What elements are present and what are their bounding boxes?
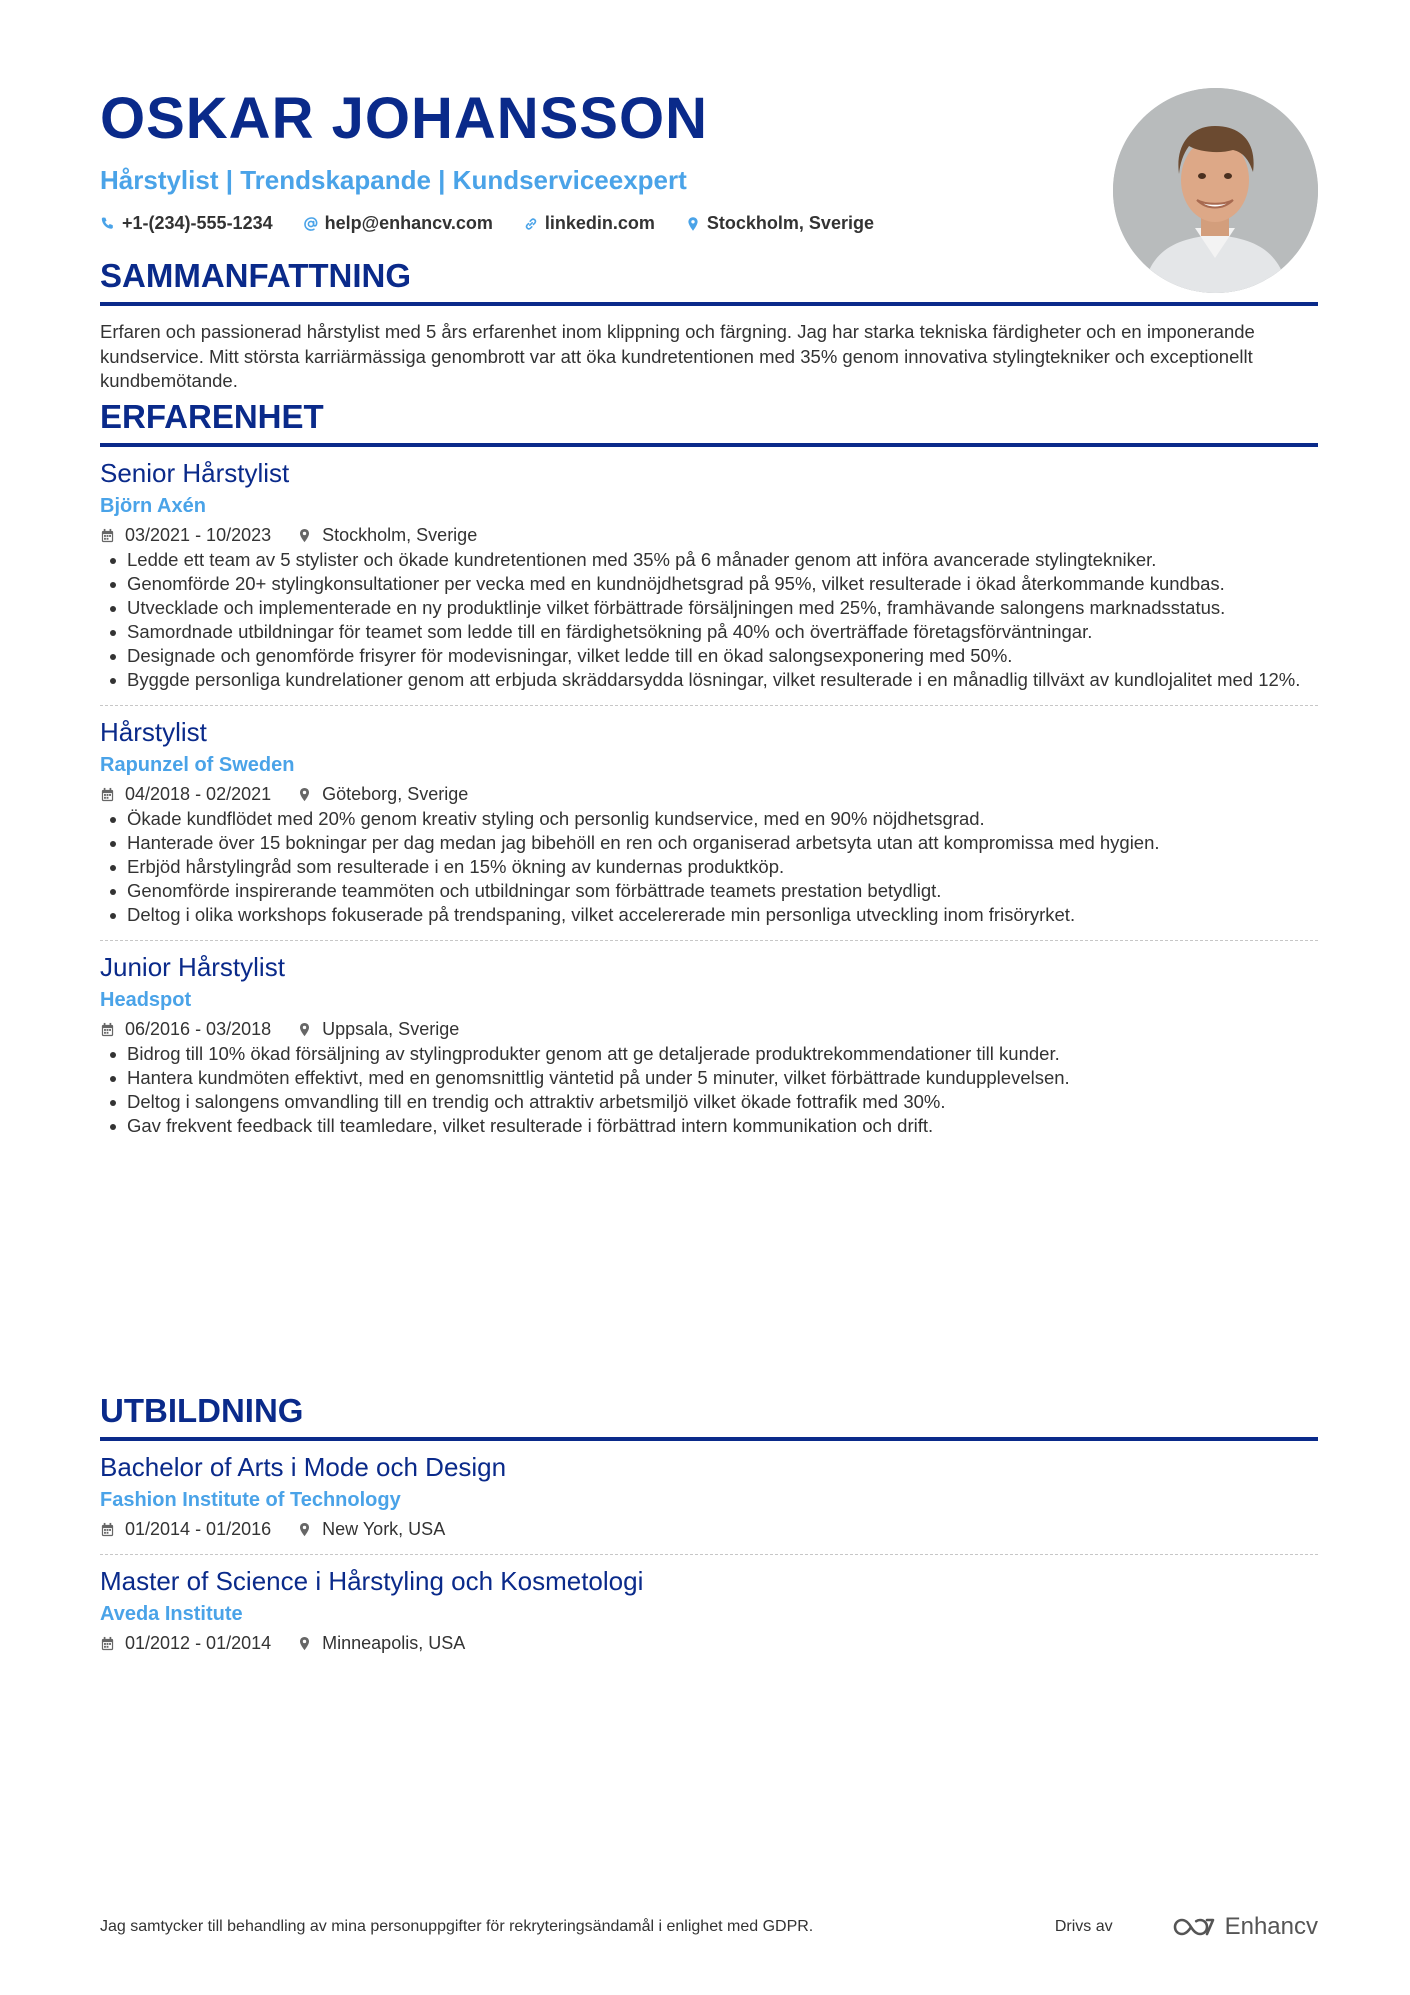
list-item: Genomförde inspirerande teammöten och utbildningar som förbättrade teamets prestation betydligt. [100, 879, 1318, 903]
job-title: Hårstylist [100, 717, 207, 747]
linkedin-text: linkedin.com [544, 213, 655, 233]
list-item: Byggde personliga kundrelationer genom att erbjuda skräddarsydda lösningar, vilket resulterade i en månadlig tillväxt av kundlojalitet med 12%. [100, 668, 1318, 692]
contact-row [100, 213, 1100, 234]
resume-header [100, 86, 1100, 234]
experience-entry [100, 706, 1318, 941]
summary-section [100, 256, 1318, 394]
job-meta [100, 782, 1318, 806]
location-text: Göteborg, Sverige [322, 784, 469, 804]
degree-title: Bachelor of Arts i Mode och Design [100, 1452, 507, 1482]
list-item: Samordnade utbildningar för teamet som ledde till en färdighetsökning på 40% och överträffade företagsförväntningar. [100, 620, 1318, 644]
education-dates [100, 1517, 271, 1541]
summary-heading: SAMMANFATTNING [100, 256, 1318, 306]
experience-heading: ERFARENHET [100, 397, 1318, 447]
location-pin-icon [297, 528, 312, 543]
job-meta [100, 1017, 1318, 1041]
job-title: Senior Hårstylist [100, 458, 290, 488]
list-item: Deltog i salongens omvandling till en trendig och attraktiv arbetsmiljö vilket ökade fottrafik med 30%. [100, 1090, 1318, 1114]
location-text: Uppsala, Sverige [322, 1019, 460, 1039]
calendar-icon [100, 528, 115, 543]
list-item: Bidrog till 10% ökad försäljning av stylingprodukter genom att ge detaljerade produktrekommendationer till kunder. [100, 1042, 1318, 1066]
job-dates [100, 782, 271, 806]
contact-email[interactable] [303, 213, 493, 234]
job-dates [100, 1017, 271, 1041]
school-name: Aveda Institute [100, 1603, 243, 1625]
resume-page [100, 0, 1318, 1995]
education-heading: UTBILDNING [100, 1391, 1318, 1441]
job-title: Junior Hårstylist [100, 952, 285, 982]
job-bullets [100, 807, 1318, 927]
list-item: Hanterade över 15 bokningar per dag medan jag bibehöll en ren och organiserad arbetsyta utan att kompromissa med hygien. [100, 831, 1318, 855]
summary-text: Erfaren och passionerad hårstylist med 5 års erfarenhet inom klippning och färgning. Jag har starka tekniska färdigheter och en imponerande kundservice. Mitt största karriärmässiga genombrott var att öka kundretentionen med 35% genom innovativa stylingtekniker och exceptionellt kundbemötande. [100, 321, 1255, 391]
list-item: Gav frekvent feedback till teamledare, vilket resulterade i förbättrad intern kommunikation och drift. [100, 1114, 1318, 1138]
company-name: Björn Axén [100, 495, 206, 517]
company-name: Headspot [100, 989, 192, 1011]
calendar-icon [100, 1636, 115, 1651]
phone-text: +1-(234)-555-1234 [122, 213, 273, 233]
location-pin-icon [685, 216, 701, 232]
page-footer [100, 1912, 1318, 1942]
dates-text: 01/2014 - 01/2016 [125, 1519, 272, 1539]
location-text: Stockholm, Sverige [322, 525, 478, 545]
gdpr-consent: Jag samtycker till behandling av mina personuppgifter för rekryteringsändamål i enlighet med GDPR. [100, 1918, 814, 1935]
job-bullets [100, 548, 1318, 692]
location-pin-icon [297, 1522, 312, 1537]
school-name: Fashion Institute of Technology [100, 1489, 401, 1511]
location-pin-icon [297, 787, 312, 802]
link-icon [523, 216, 539, 232]
powered-by-label: Drivs av [1054, 1918, 1113, 1935]
phone-icon [100, 216, 116, 232]
list-item: Ökade kundflödet med 20% genom kreativ styling och personlig kundservice, med en 90% nöjdhetsgrad. [100, 807, 1318, 831]
calendar-icon [100, 1022, 115, 1037]
enhancv-logo-icon [1171, 1915, 1217, 1939]
calendar-icon [100, 1522, 115, 1537]
brand-logo[interactable] [1171, 1913, 1318, 1941]
education-dates [100, 1631, 271, 1655]
education-entry [100, 1441, 1318, 1555]
location-pin-icon [297, 1022, 312, 1037]
list-item: Hantera kundmöten effektivt, med en genomsnittlig väntetid på under 5 minuter, vilket förbättrade kundupplevelsen. [100, 1066, 1318, 1090]
calendar-icon [100, 787, 115, 802]
education-section [100, 1391, 1318, 1655]
company-name: Rapunzel of Sweden [100, 754, 295, 776]
contact-linkedin[interactable] [523, 213, 655, 234]
list-item: Designade och genomförde frisyrer för modevisningar, vilket ledde till en ökad salongsexponering med 50%. [100, 644, 1318, 668]
list-item: Erbjöd hårstylingråd som resulterade i en 15% ökning av kundernas produktköp. [100, 855, 1318, 879]
education-entry [100, 1555, 1318, 1655]
at-icon [303, 216, 319, 232]
candidate-name: OSKAR JOHANSSON [100, 86, 708, 151]
job-location [297, 523, 477, 547]
location-pin-icon [297, 1636, 312, 1651]
dates-text: 03/2021 - 10/2023 [125, 525, 272, 545]
contact-phone[interactable] [100, 213, 273, 234]
dates-text: 04/2018 - 02/2021 [125, 784, 272, 804]
dates-text: 01/2012 - 01/2014 [125, 1633, 272, 1653]
experience-entry [100, 447, 1318, 706]
list-item: Genomförde 20+ stylingkonsultationer per vecka med en kundnöjdhetsgrad på 95%, vilket resulterade i ökad återkommande kundbas. [100, 572, 1318, 596]
job-dates [100, 523, 271, 547]
list-item: Deltog i olika workshops fokuserade på trendspaning, vilket accelererade min personliga utveckling inom frisöryrket. [100, 903, 1318, 927]
education-location [297, 1517, 445, 1541]
location-text: Stockholm, Sverige [706, 213, 874, 233]
job-meta [100, 523, 1318, 547]
location-text: New York, USA [322, 1519, 446, 1539]
degree-title: Master of Science i Hårstyling och Kosmetologi [100, 1566, 644, 1596]
candidate-title: Hårstylist | Trendskapande | Kundserviceexpert [100, 165, 687, 195]
education-meta [100, 1631, 1318, 1655]
brand-name: Enhancv [1224, 1913, 1318, 1940]
experience-entry [100, 941, 1318, 1138]
location-text: Minneapolis, USA [322, 1633, 466, 1653]
job-location [297, 1017, 459, 1041]
list-item: Ledde ett team av 5 stylister och ökade kundretentionen med 35% på 6 månader genom att införa avancerade stylingtekniker. [100, 548, 1318, 572]
contact-location [685, 213, 874, 234]
email-text: help@enhancv.com [324, 213, 493, 233]
dates-text: 06/2016 - 03/2018 [125, 1019, 272, 1039]
job-location [297, 782, 468, 806]
education-meta [100, 1517, 1318, 1541]
list-item: Utvecklade och implementerade en ny produktlinje vilket förbättrade försäljningen med 25%, framhävande salongens marknadsstatus. [100, 596, 1318, 620]
education-location [297, 1631, 465, 1655]
job-bullets [100, 1042, 1318, 1138]
experience-section [100, 397, 1318, 1138]
